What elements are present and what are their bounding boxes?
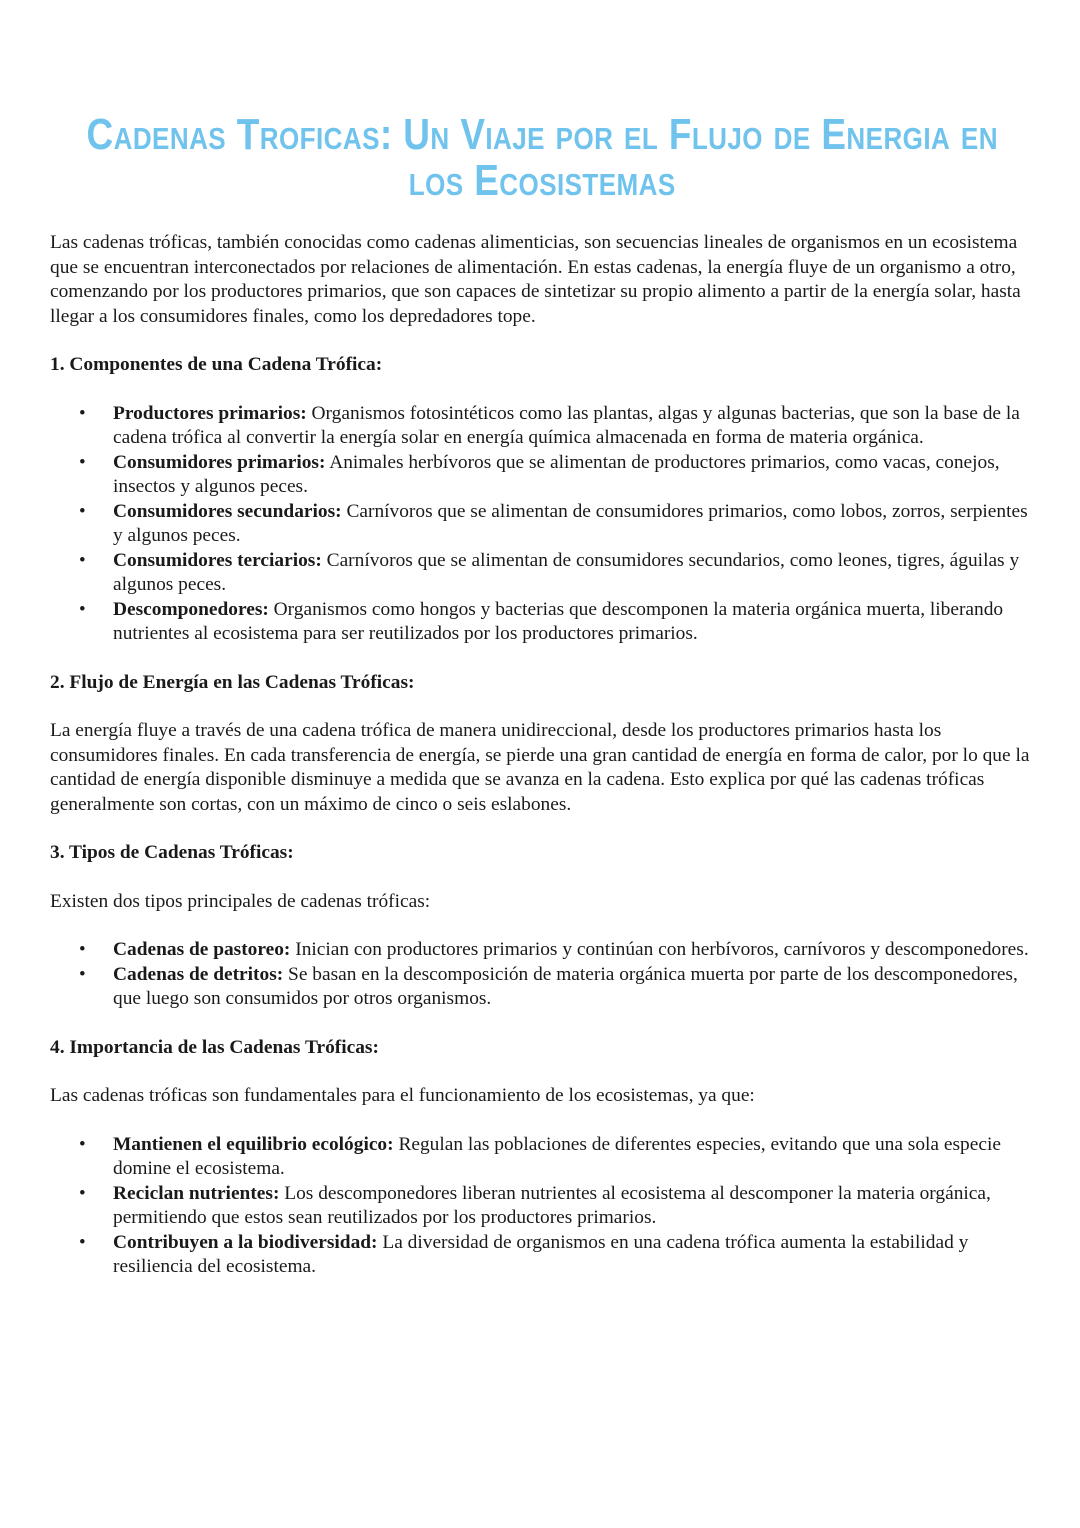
section-1-heading: 1. Componentes de una Cadena Trófica: bbox=[50, 354, 383, 375]
list-item-term: Descomponedores: bbox=[113, 598, 269, 620]
section-3-heading: 3. Tipos de Cadenas Tróficas: bbox=[50, 842, 294, 863]
list-item bbox=[50, 549, 1035, 598]
section-4-list bbox=[50, 1133, 1035, 1280]
list-item-text: Organismos como hongos y bacterias que descomponen la materia orgánica muerta, liberando nutrientes al ecosistema para ser reutilizados por los productores primarios. bbox=[113, 598, 1004, 644]
list-item bbox=[50, 451, 1035, 500]
section-4-heading: 4. Importancia de las Cadenas Tróficas: bbox=[50, 1036, 379, 1058]
list-item-term: Contribuyen a la biodiversidad: bbox=[113, 1231, 378, 1253]
list-item-text: Los descomponedores liberan nutrientes al ecosistema al descomponer la materia orgánica, permitiendo que estos sean reutilizados por los productores primarios. bbox=[113, 1182, 991, 1228]
list-item bbox=[50, 1133, 1035, 1182]
list-item-text: Inician con productores primarios y continúan con herbívoros, carnívoros y descomponedores. bbox=[290, 939, 1029, 960]
section-4-paragraph: Las cadenas tróficas son fundamentales para el funcionamiento de los ecosistemas, ya que: bbox=[50, 1085, 755, 1106]
list-item bbox=[50, 402, 1035, 451]
list-item-text: Se basan en la descomposición de materia orgánica muerta por parte de los descomponedores, que luego son consumidos por otros organismos. bbox=[113, 963, 1018, 1009]
list-item-term: Cadenas de detritos: bbox=[113, 963, 284, 985]
section-2-heading: 2. Flujo de Energía en las Cadenas Tróficas: bbox=[50, 671, 415, 693]
list-item-term: Reciclan nutrientes: bbox=[113, 1182, 280, 1204]
intro-paragraph: Las cadenas tróficas, también conocidas como cadenas alimenticias, son secuencias lineales de organismos en un ecosistema que se encuentran interconectados por relaciones de alimentación. En estas cadenas, la energía fluye de un organismo a otro, comenzando por los productores primarios, que son capaces de sintetizar su propio alimento a partir de la energía solar, hasta llegar a los consumidores finales, como los depredadores tope. bbox=[50, 232, 1021, 327]
section-3-paragraph: Existen dos tipos principales de cadenas tróficas: bbox=[50, 890, 431, 912]
list-item-term: Consumidores secundarios: bbox=[113, 500, 342, 522]
list-item-text: Carnívoros que se alimentan de consumidores primarios, como lobos, zorros, serpientes y algunos peces. bbox=[113, 500, 1028, 546]
list-item bbox=[50, 963, 1035, 1012]
list-item-text: La diversidad de organismos en una cadena trófica aumenta la estabilidad y resiliencia del ecosistema. bbox=[113, 1231, 969, 1277]
list-item bbox=[50, 1182, 1035, 1231]
list-item-text: Regulan las poblaciones de diferentes especies, evitando que una sola especie domine el ecosistema. bbox=[113, 1133, 1001, 1179]
list-item-term: Cadenas de pastoreo: bbox=[113, 939, 291, 960]
list-item-text: Organismos fotosintéticos como las plantas, algas y algunas bacterias, que son la base de la cadena trófica al convertir la energía solar en energía química almacenada en forma de materia orgánica. bbox=[113, 402, 1020, 448]
section-1-list bbox=[50, 402, 1035, 647]
section-3-list bbox=[50, 938, 1035, 1012]
list-item-term: Productores primarios: bbox=[113, 402, 307, 424]
document-title: Cadenas Troficas: Un Viaje por el Flujo de Energia en los Ecosistemas bbox=[86, 110, 999, 205]
list-item-text: Animales herbívoros que se alimentan de productores primarios, como vacas, conejos, insectos y algunos peces. bbox=[113, 451, 1000, 497]
list-item bbox=[50, 938, 1035, 963]
list-item-term: Mantienen el equilibrio ecológico: bbox=[113, 1133, 394, 1155]
list-item bbox=[50, 1231, 1035, 1280]
list-item bbox=[50, 500, 1035, 549]
document-page bbox=[50, 0, 1035, 1280]
list-item-term: Consumidores primarios: bbox=[113, 451, 326, 473]
list-item-term: Consumidores terciarios: bbox=[113, 549, 322, 571]
list-item bbox=[50, 598, 1035, 647]
list-item-text: Carnívoros que se alimentan de consumidores secundarios, como leones, tigres, águilas y algunos peces. bbox=[113, 549, 1020, 595]
section-2-paragraph: La energía fluye a través de una cadena trófica de manera unidireccional, desde los productores primarios hasta los consumidores finales. En cada transferencia de energía, se pierde una gran cantidad de energía en forma de calor, por lo que la cantidad de energía disponible disminuye a medida que se avanza en la cadena. Esto explica por qué las cadenas tróficas generalmente son cortas, con un máximo de cinco o seis eslabones. bbox=[50, 720, 1030, 815]
